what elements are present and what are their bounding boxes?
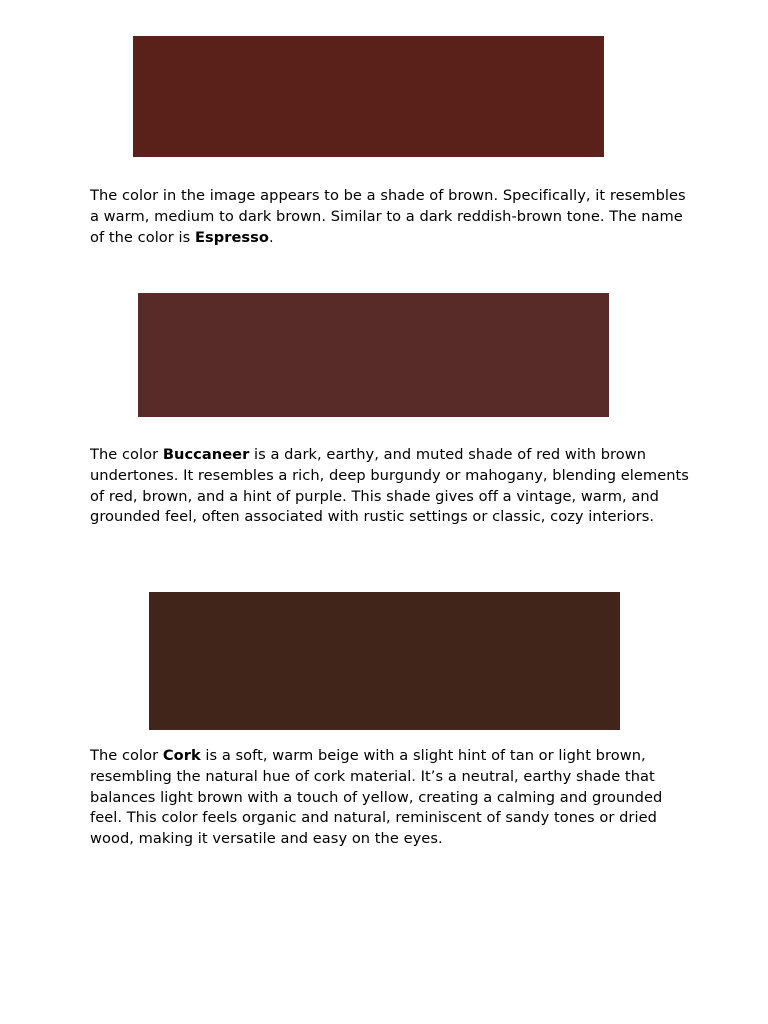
color-name: Cork: [162, 747, 201, 764]
description-text: The color: [90, 446, 163, 463]
description-text: is a soft, warm beige with a slight hint of tan or light brown, resembling the natural hue of cork material. It’s a neutral, earthy shade that balances light brown with a touch of yellow, creating a calming and grounded feel. This color feels organic and natural, reminiscent of sandy tones or dried wood, making it versatile and easy on the eyes.: [90, 747, 663, 848]
color-name: Espresso: [194, 228, 269, 246]
description-text: is a dark, earthy, and muted shade of red with brown undertones. It resembles a rich, deep burgundy or mahogany, blending elements of red, brown, and a hint of purple. This shade gives off a vintage, warm, and grounded feel, often associated with rustic settings or classic, cozy interiors.: [90, 446, 689, 526]
color-description-buccaneer: [90, 445, 690, 528]
description-text: .: [268, 228, 274, 246]
color-swatch-buccaneer: [138, 293, 609, 417]
color-swatch-cork: [149, 592, 620, 730]
color-swatch-espresso: [133, 36, 604, 157]
color-description-cork: [90, 746, 690, 850]
description-text: The color in the image appears to be a shade of brown. Specifically, it resembles a warm, medium to dark brown. Similar to a dark reddish-brown tone. The name of the color is: [90, 187, 686, 246]
color-name: Buccaneer: [162, 446, 250, 463]
description-text: The color: [90, 747, 163, 764]
color-description-espresso: [90, 186, 690, 248]
